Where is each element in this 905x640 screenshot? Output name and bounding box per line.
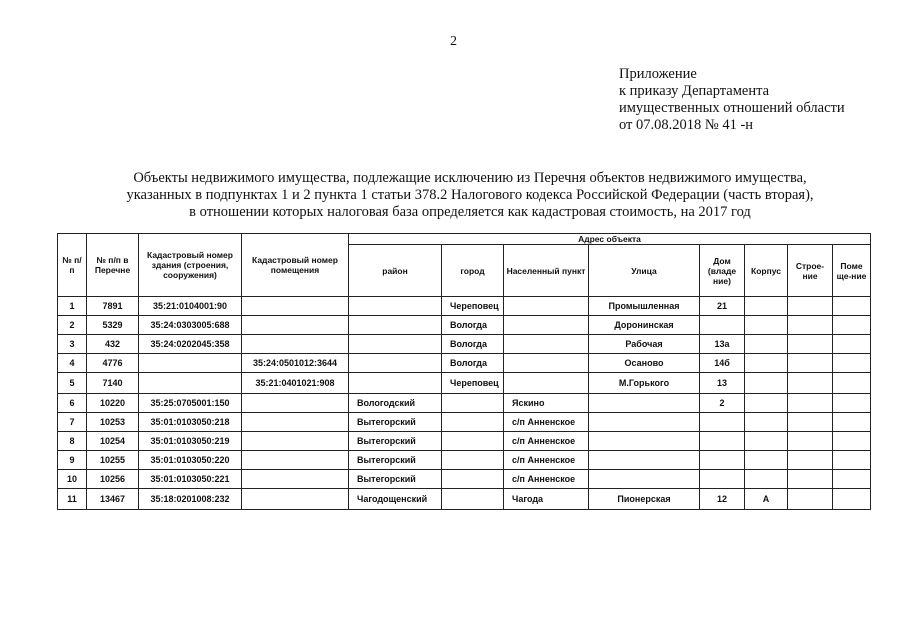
document-title [60,170,880,221]
cell-list-num: 5329 [87,316,139,335]
cell-street: Рабочая [589,335,700,354]
cell-street [589,413,700,432]
header-korpus: Корпус [745,245,788,297]
cell-num: 1 [58,297,87,316]
cell-building-cadastral: 35:21:0104001:90 [139,297,242,316]
header-district: район [349,245,442,297]
table-row [58,451,871,470]
cell-num: 2 [58,316,87,335]
appendix-line: от 07.08.2018 № 41 -н [619,117,754,133]
cell-list-num: 7891 [87,297,139,316]
cell-settlement: Яскино [504,394,589,413]
cell-city: Череповец [442,373,504,394]
cell-district [349,373,442,394]
cell-district: Вытегорский [349,413,442,432]
objects-table [57,233,871,510]
table-row [58,413,871,432]
cell-building-cadastral: 35:18:0201008:232 [139,489,242,510]
cell-korpus [745,470,788,489]
cell-num: 4 [58,354,87,373]
cell-premises-cadastral [242,394,349,413]
cell-num: 9 [58,451,87,470]
header-settlement: Населенный пункт [504,245,589,297]
cell-pomeshchenie [833,413,871,432]
cell-street: Осаново [589,354,700,373]
cell-district: Вытегорский [349,432,442,451]
cell-num: 10 [58,470,87,489]
table-row [58,354,871,373]
title-line: в отношении которых налоговая база определяется как кадастровая стоимость, на 2017 год [189,204,751,220]
table-row [58,297,871,316]
cell-street: Промышленная [589,297,700,316]
cell-num: 11 [58,489,87,510]
table-row [58,373,871,394]
cell-street [589,432,700,451]
header-house: Дом (владе ние) [700,245,745,297]
table-row [58,489,871,510]
cell-city [442,394,504,413]
cell-street: М.Горького [589,373,700,394]
cell-building-cadastral: 35:25:0705001:150 [139,394,242,413]
cell-stroenie [788,432,833,451]
cell-premises-cadastral [242,335,349,354]
cell-house: 14б [700,354,745,373]
cell-korpus: А [745,489,788,510]
table-row [58,316,871,335]
header-stroenie: Строе-ние [788,245,833,297]
cell-list-num: 10253 [87,413,139,432]
cell-stroenie [788,394,833,413]
cell-korpus [745,335,788,354]
cell-house: 12 [700,489,745,510]
cell-settlement: с/п Анненское [504,432,589,451]
cell-premises-cadastral: 35:21:0401021:908 [242,373,349,394]
cell-num: 5 [58,373,87,394]
cell-house: 2 [700,394,745,413]
cell-settlement [504,354,589,373]
cell-house [700,451,745,470]
table-row [58,335,871,354]
title-line: Объекты недвижимого имущества, подлежащие исключению из Перечня объектов недвижимого имущества, [133,170,807,186]
cell-stroenie [788,451,833,470]
cell-list-num: 10255 [87,451,139,470]
appendix-line: имущественных отношений области [619,100,845,116]
cell-house [700,432,745,451]
cell-settlement [504,297,589,316]
table-row [58,432,871,451]
cell-district [349,316,442,335]
cell-premises-cadastral [242,489,349,510]
cell-building-cadastral: 35:01:0103050:220 [139,451,242,470]
header-address: Адрес объекта [349,234,871,245]
cell-city: Вологда [442,335,504,354]
cell-city [442,432,504,451]
cell-premises-cadastral [242,297,349,316]
cell-pomeshchenie [833,354,871,373]
table-row [58,470,871,489]
header-premises-cadastral: Кадастровый номер помещения [242,234,349,297]
cell-korpus [745,451,788,470]
table-body [58,297,871,510]
table-row [58,394,871,413]
header-pomeshchenie: Поме ще-ние [833,245,871,297]
cell-district: Вологодский [349,394,442,413]
cell-house: 13а [700,335,745,354]
header-num: № п/п [58,234,87,297]
cell-building-cadastral: 35:01:0103050:219 [139,432,242,451]
cell-settlement: с/п Анненское [504,470,589,489]
cell-building-cadastral [139,354,242,373]
cell-house [700,316,745,335]
appendix-reference [619,66,845,134]
cell-district: Вытегорский [349,451,442,470]
cell-building-cadastral: 35:24:0303005:688 [139,316,242,335]
cell-district [349,335,442,354]
cell-district: Чагодощенский [349,489,442,510]
cell-list-num: 10256 [87,470,139,489]
cell-stroenie [788,489,833,510]
cell-num: 3 [58,335,87,354]
cell-city [442,413,504,432]
header-list-num: № п/п в Перечне [87,234,139,297]
cell-stroenie [788,335,833,354]
cell-korpus [745,316,788,335]
cell-stroenie [788,413,833,432]
cell-list-num: 13467 [87,489,139,510]
cell-korpus [745,432,788,451]
cell-pomeshchenie [833,373,871,394]
cell-street: Пионерская [589,489,700,510]
cell-korpus [745,373,788,394]
cell-settlement [504,335,589,354]
cell-stroenie [788,373,833,394]
cell-building-cadastral: 35:01:0103050:218 [139,413,242,432]
cell-street: Доронинская [589,316,700,335]
cell-pomeshchenie [833,451,871,470]
cell-settlement [504,373,589,394]
cell-list-num: 4776 [87,354,139,373]
title-line: указанных в подпунктах 1 и 2 пункта 1 статьи 378.2 Налогового кодекса Российской Федерации (часть вторая), [126,187,814,203]
cell-city [442,470,504,489]
cell-city [442,451,504,470]
cell-house: 21 [700,297,745,316]
cell-num: 6 [58,394,87,413]
cell-list-num: 7140 [87,373,139,394]
cell-settlement [504,316,589,335]
header-city: город [442,245,504,297]
cell-korpus [745,354,788,373]
cell-list-num: 432 [87,335,139,354]
cell-pomeshchenie [833,335,871,354]
cell-building-cadastral: 35:24:0202045:358 [139,335,242,354]
cell-city: Вологда [442,316,504,335]
cell-stroenie [788,316,833,335]
cell-street [589,470,700,489]
header-street: Улица [589,245,700,297]
cell-list-num: 10220 [87,394,139,413]
cell-korpus [745,297,788,316]
cell-premises-cadastral [242,451,349,470]
cell-korpus [745,413,788,432]
cell-house [700,470,745,489]
cell-pomeshchenie [833,394,871,413]
cell-city: Вологда [442,354,504,373]
header-building-cadastral: Кадастровый номер здания (строения, сооружения) [139,234,242,297]
cell-num: 8 [58,432,87,451]
page-number: 2 [450,34,457,49]
cell-building-cadastral: 35:01:0103050:221 [139,470,242,489]
appendix-line: Приложение [619,66,697,82]
cell-stroenie [788,297,833,316]
cell-city [442,489,504,510]
cell-premises-cadastral [242,316,349,335]
cell-settlement: с/п Анненское [504,413,589,432]
cell-pomeshchenie [833,470,871,489]
cell-district [349,297,442,316]
cell-pomeshchenie [833,432,871,451]
cell-pomeshchenie [833,489,871,510]
appendix-line: к приказу Департамента [619,83,770,99]
cell-premises-cadastral [242,432,349,451]
cell-settlement: Чагода [504,489,589,510]
cell-stroenie [788,470,833,489]
cell-district: Вытегорский [349,470,442,489]
cell-num: 7 [58,413,87,432]
cell-house [700,413,745,432]
cell-premises-cadastral [242,470,349,489]
cell-district [349,354,442,373]
cell-settlement: с/п Анненское [504,451,589,470]
cell-korpus [745,394,788,413]
cell-premises-cadastral: 35:24:0501012:3644 [242,354,349,373]
cell-street [589,394,700,413]
cell-premises-cadastral [242,413,349,432]
cell-building-cadastral [139,373,242,394]
cell-house: 13 [700,373,745,394]
cell-stroenie [788,354,833,373]
cell-list-num: 10254 [87,432,139,451]
cell-pomeshchenie [833,297,871,316]
cell-city: Череповец [442,297,504,316]
cell-street [589,451,700,470]
cell-pomeshchenie [833,316,871,335]
